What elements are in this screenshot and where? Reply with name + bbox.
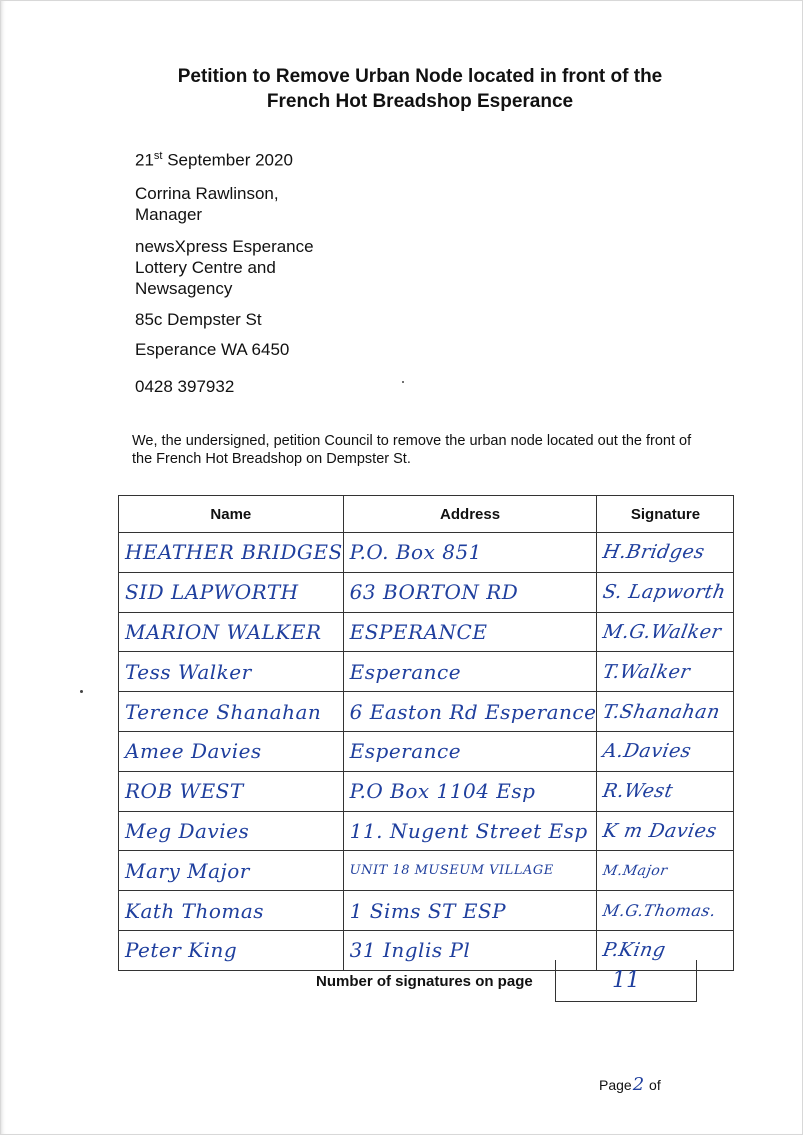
petition-title	[100, 64, 740, 114]
scan-speck	[80, 690, 83, 693]
signature-table	[118, 495, 734, 971]
page-number: 2	[632, 1074, 645, 1095]
signer-address: 11. Nugent Street Esp	[349, 818, 588, 843]
table-row	[119, 771, 734, 811]
contact-name: Corrina Rawlinson,	[135, 184, 279, 203]
signature-image: T.Walker	[601, 660, 693, 683]
table-row	[119, 533, 734, 573]
date-rest: September 2020	[167, 150, 293, 170]
header-name: Name	[119, 496, 344, 533]
signature-image: K m Davies	[601, 819, 720, 842]
signer-name: Terence Shanahan	[125, 699, 322, 724]
signer-address: 1 Sims ST ESP	[349, 898, 507, 923]
signer-address: UNIT 18 MUSEUM VILLAGE	[349, 863, 554, 879]
signer-name: Peter King	[125, 938, 238, 963]
page-indicator	[599, 1074, 661, 1095]
phone-number: 0428 397932	[135, 377, 235, 396]
signer-name: HEATHER BRIDGES	[125, 540, 343, 565]
town-address: Esperance WA 6450	[135, 340, 290, 359]
signer-name: Kath Thomas	[125, 898, 265, 923]
signer-address: ESPERANCE	[349, 619, 488, 644]
business-line-3: Newsagency	[135, 279, 233, 298]
signer-address: Esperance	[349, 739, 462, 764]
signer-address: 31 Inglis Pl	[349, 938, 471, 963]
signature-image: M.G.Thomas.	[601, 901, 719, 921]
table-row	[119, 731, 734, 771]
title-line-1: Petition to Remove Urban Node located in front of the	[177, 66, 663, 87]
table-row	[119, 572, 734, 612]
signer-address: 6 Easton Rd Esperance	[349, 699, 597, 724]
signature-image: A.Davies	[601, 740, 694, 763]
signer-address: 63 BORTON RD	[349, 580, 519, 605]
date-day: 21	[135, 150, 154, 170]
scan-speck	[402, 381, 404, 383]
page-of: of	[649, 1077, 661, 1093]
title-line-2: French Hot Breadshop Esperance	[266, 91, 574, 112]
header-signature: Signature	[597, 496, 734, 533]
table-row	[119, 851, 734, 891]
signature-image: R.West	[601, 780, 676, 803]
signature-count-label: Number of signatures on page	[316, 973, 533, 990]
signer-name: Tess Walker	[125, 659, 252, 684]
table-row	[119, 652, 734, 692]
signer-name: Meg Davies	[125, 818, 250, 843]
street-address: 85c Dempster St	[135, 310, 262, 329]
signature-count-value: 11	[612, 968, 640, 993]
signer-address: P.O Box 1104 Esp	[349, 779, 536, 804]
date-suffix: st	[153, 150, 163, 162]
table-row	[119, 811, 734, 851]
signer-name: MARION WALKER	[125, 619, 322, 644]
header-address: Address	[343, 496, 597, 533]
signature-image: T.Shanahan	[601, 700, 723, 723]
signature-image: P.King	[601, 939, 669, 962]
table-row	[119, 692, 734, 732]
signature-image: M.Major	[602, 862, 670, 879]
letter-date	[135, 146, 293, 171]
petition-statement: We, the undersigned, petition Council to remove the urban node located out the front of the French Hot Breadshop on Dempster St.	[132, 433, 692, 467]
signer-name: ROB WEST	[125, 779, 244, 804]
contact-role: Manager	[135, 205, 203, 224]
signature-image: S. Lapworth	[601, 581, 729, 604]
signer-address: Esperance	[349, 659, 462, 684]
business-line-2: Lottery Centre and	[135, 258, 276, 277]
table-header-row	[119, 496, 734, 533]
signer-name: Amee Davies	[125, 739, 262, 764]
page-label: Page	[599, 1077, 632, 1093]
signature-image: M.G.Walker	[601, 620, 724, 643]
signer-address: P.O. Box 851	[349, 540, 482, 565]
signature-image: H.Bridges	[601, 541, 707, 564]
business-line-1: newsXpress Esperance	[135, 237, 314, 256]
table-row	[119, 612, 734, 652]
table-row	[119, 891, 734, 931]
signer-name: Mary Major	[125, 858, 250, 883]
signer-name: SID LAPWORTH	[125, 580, 299, 605]
